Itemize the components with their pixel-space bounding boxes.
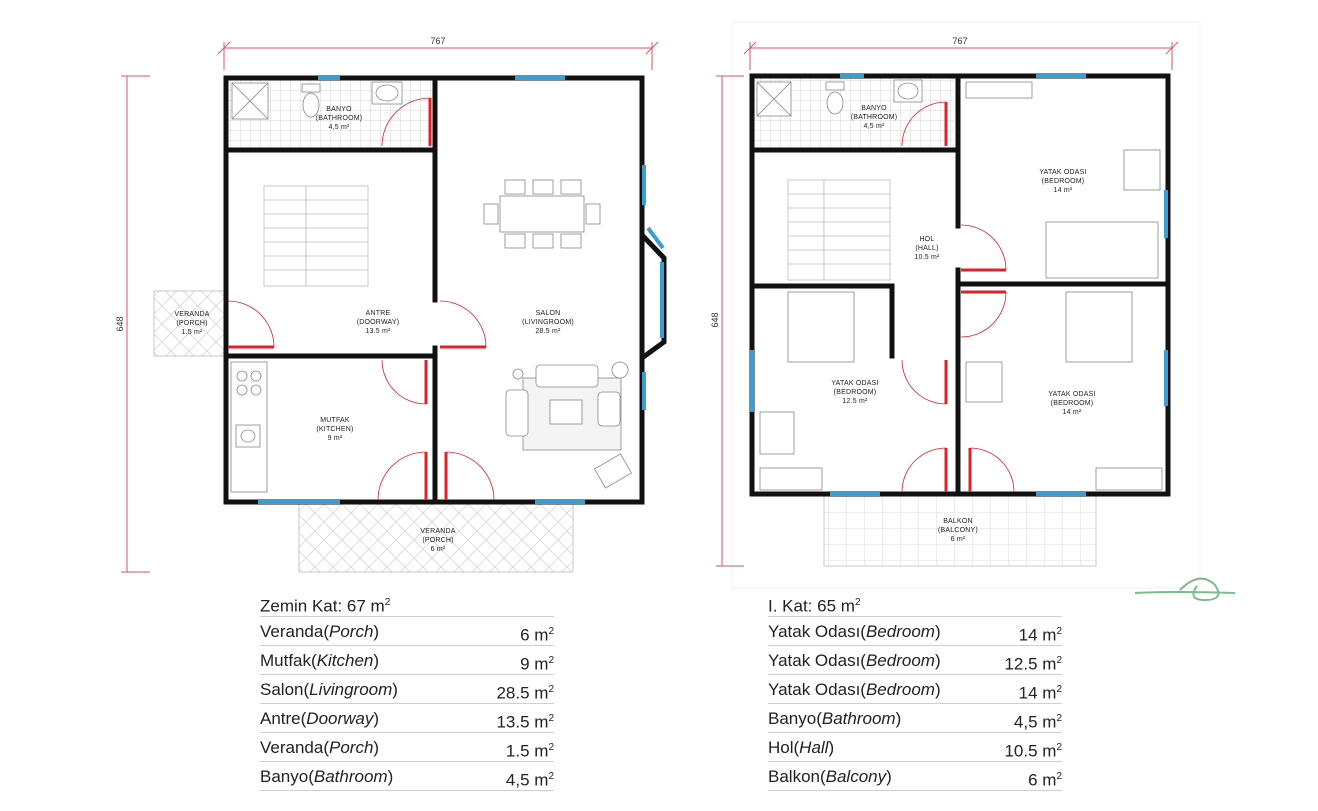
ground-floor-plan (115, 36, 664, 572)
ground-bathroom-en: (BATHROOM) (315, 115, 363, 122)
ground-kitchen-fixtures (231, 362, 267, 492)
first-area-table (768, 590, 1062, 791)
first-bedroom-se-area: 14 m² (1062, 409, 1082, 416)
ground-front-porch (299, 500, 573, 572)
ground-table-title: Zemin Kat: 67 $m^2$ (260, 590, 554, 617)
ground-stairs (264, 186, 368, 286)
ground-bathroom-area: 4,5 m² (328, 124, 350, 131)
first-balcony-en: (BALCONY) (938, 527, 978, 534)
ground-door-swings (228, 98, 494, 500)
ground-living-set (506, 362, 631, 488)
table-row: Banyo(Bathroom) 4,5 $m^2$ (260, 762, 554, 791)
ground-area-table (260, 590, 554, 791)
first-bedroom-se-en: (BEDROOM) (1050, 400, 1094, 407)
table-row: Hol(Hall) 10.5 $m^2$ (768, 733, 1062, 762)
ground-livingroom-name: SALON (535, 310, 561, 317)
table-row: Salon(Livingroom) 28.5 $m^2$ (260, 675, 554, 704)
ground-height-label: 648 (115, 316, 125, 332)
table-row: Yatak Odası(Bedroom) 12.5 $m^2$ (768, 646, 1062, 675)
ground-side-porch-area: 1.5 m² (181, 329, 203, 336)
ground-front-porch-area: 6 m² (430, 546, 446, 553)
first-bathroom-en: (BATHROOM) (850, 114, 898, 121)
ground-width-label: 767 (430, 36, 446, 46)
ground-livingroom-area: 28.5 m² (535, 328, 561, 335)
ground-front-porch-name: VERANDA (420, 528, 456, 535)
table-row: Yatak Odası(Bedroom) 14 $m^2$ (768, 617, 1062, 646)
ground-doorway-en: (DOORWAY) (356, 319, 400, 326)
table-row: Yatak Odası(Bedroom) 14 $m^2$ (768, 675, 1062, 704)
table-row: Veranda(Porch) 1.5 $m^2$ (260, 733, 554, 762)
first-bedroom-sw-area: 12.5 m² (842, 398, 868, 405)
ground-doorway-area: 13.5 m² (365, 328, 391, 335)
first-bedroom-ne-area: 14 m² (1053, 187, 1073, 194)
ground-kitchen-area: 9 m² (327, 435, 343, 442)
first-stairs (788, 180, 890, 280)
first-hall-area: 10.5 m² (914, 254, 940, 261)
ground-side-porch-name: VERANDA (174, 311, 210, 318)
first-height-label: 648 (710, 312, 720, 328)
ground-dining-set (484, 180, 600, 248)
ground-kitchen-name: MUTFAK (320, 417, 350, 424)
first-bathroom-area: 4,5 m² (863, 123, 885, 130)
first-bathroom-name: BANYO (861, 105, 887, 112)
table-row: Mutfak(Kitchen) 9 $m^2$ (260, 646, 554, 675)
first-balcony-name: BALKON (943, 518, 973, 525)
table-row: Veranda(Porch) 6 $m^2$ (260, 617, 554, 646)
first-bedroom-ne-name: YATAK ODASI (1039, 169, 1087, 176)
ground-front-porch-en: (PORCH) (422, 537, 454, 544)
first-width-label: 767 (952, 36, 968, 46)
first-balcony-area: 6 m² (950, 536, 966, 543)
table-row: Antre(Doorway) 13.5 $m^2$ (260, 704, 554, 733)
ground-livingroom-en: (LIVINGROOM) (522, 319, 574, 326)
first-bedroom-sw-en: (BEDROOM) (833, 389, 877, 396)
ground-kitchen-en: (KITCHEN) (316, 426, 354, 433)
first-bedroom-sw-name: YATAK ODASI (831, 380, 879, 387)
first-bedroom-ne-en: (BEDROOM) (1041, 178, 1085, 185)
first-table-title: I. Kat: 65 $m^2$ (768, 590, 1062, 617)
ground-doorway-name: ANTRE (365, 310, 391, 317)
ground-bathroom-name: BANYO (326, 106, 352, 113)
first-hall-en: (HALL) (915, 245, 939, 252)
first-hall-name: HOL (919, 236, 935, 243)
table-row: Banyo(Bathroom) 4,5 $m^2$ (768, 704, 1062, 733)
first-bedroom-se-name: YATAK ODASI (1048, 391, 1096, 398)
table-row: Balkon(Balcony) 6 $m^2$ (768, 762, 1062, 791)
ground-side-porch-en: (PORCH) (176, 320, 208, 327)
